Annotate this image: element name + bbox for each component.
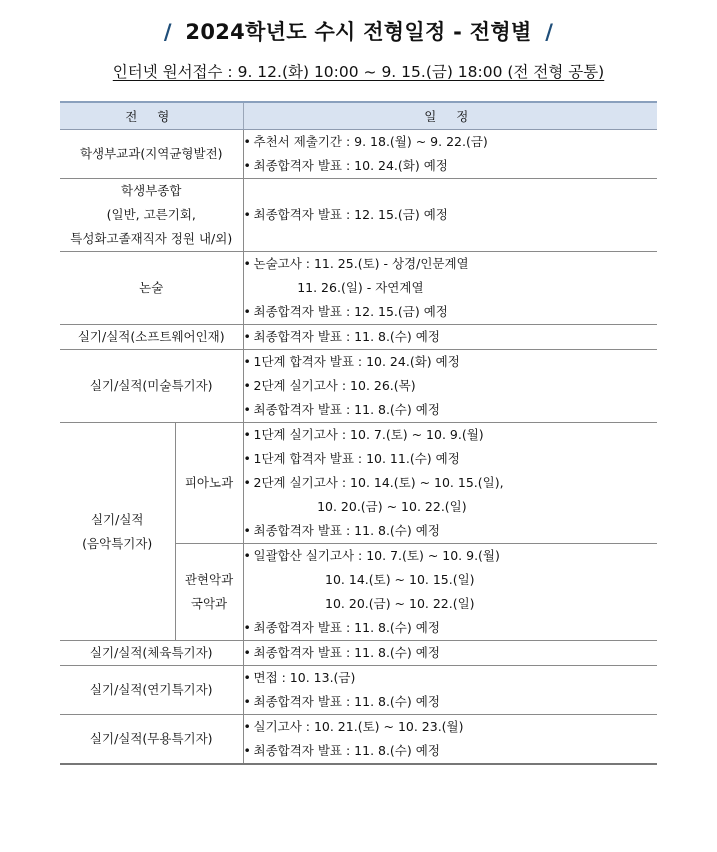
table-header-row [60,102,657,130]
table-row [60,130,657,179]
admission-type-line: 실기/실적(미술특기자) [89,378,213,393]
schedule-text: 면접 : 10. 13.(금) [253,670,356,685]
schedule-text: 최종합격자 발표 : 11. 8.(수) 예정 [253,743,440,758]
schedule-text: 실기고사 : 10. 21.(토) ~ 10. 23.(월) [253,719,464,734]
bullet-icon: • [243,378,251,393]
schedule-table-body [60,130,657,765]
schedule-text: 10. 14.(토) ~ 10. 15.(일) [253,572,475,587]
bullet-icon: • [243,475,251,490]
admission-type-line: 실기/실적(소프트웨어인재) [77,329,225,344]
bullet-icon: • [243,670,251,685]
table-row [60,423,657,544]
schedule-text: 1단계 실기고사 : 10. 7.(토) ~ 10. 9.(월) [253,427,484,442]
bullet-icon: • [243,427,251,442]
schedule-text: 추천서 제출기간 : 9. 18.(월) ~ 9. 22.(금) [253,134,488,149]
schedule-cell [243,179,657,252]
schedule-text: 최종합격자 발표 : 11. 8.(수) 예정 [253,645,440,660]
header-admission-type: 전 형 [60,102,243,130]
admission-type-cell [60,350,243,423]
schedule-line [244,350,658,374]
schedule-cell [243,325,657,350]
schedule-line [244,544,658,568]
schedule-cell [243,423,657,544]
table-row [60,715,657,765]
table-row [60,641,657,666]
schedule-line [244,203,658,227]
schedule-cell [243,641,657,666]
table-row [60,252,657,325]
table-row [60,666,657,715]
schedule-line [244,616,658,640]
schedule-line [244,130,658,154]
bullet-icon: • [243,719,251,734]
bullet-icon: • [243,329,251,344]
admission-type-line: 논술 [139,280,164,295]
schedule-table [60,101,657,765]
schedule-line [244,276,658,300]
schedule-line [244,471,658,495]
admission-type-line: 실기/실적(연기특기자) [89,682,213,697]
page-title [0,16,717,46]
schedule-text: 최종합격자 발표 : 10. 24.(화) 예정 [253,158,448,173]
schedule-line [244,398,658,422]
bullet-icon: • [243,354,251,369]
schedule-text: 10. 20.(금) ~ 10. 22.(일) [253,596,475,611]
bullet-icon: • [243,402,251,417]
bullet-icon: • [243,207,251,222]
schedule-line [244,641,658,665]
schedule-line [244,154,658,178]
schedule-text: 논술고사 : 11. 25.(토) - 상경/인문계열 [253,256,469,271]
schedule-text: 최종합격자 발표 : 11. 8.(수) 예정 [253,620,440,635]
bullet-icon: • [243,256,251,271]
title-slash-left: / [163,20,172,44]
schedule-cell [243,252,657,325]
schedule-line [244,447,658,471]
schedule-text: 11. 26.(일) - 자연계열 [253,280,424,295]
schedule-text: 최종합격자 발표 : 12. 15.(금) 예정 [253,304,448,319]
schedule-line [244,325,658,349]
schedule-cell [243,544,657,641]
table-row [60,179,657,252]
admission-type-cell [60,130,243,179]
department-cell [175,423,243,544]
bullet-icon: • [243,620,251,635]
admission-type-cell [60,179,243,252]
bullet-icon: • [243,743,251,758]
department-line: 피아노과 [184,475,234,490]
department-cell [175,544,243,641]
admission-type-line: (음악특기자) [82,535,153,551]
bullet-icon: • [243,694,251,709]
schedule-cell [243,350,657,423]
admission-type-cell [60,666,243,715]
bullet-icon: • [243,645,251,660]
schedule-line [244,715,658,739]
bullet-icon: • [243,523,251,538]
schedule-text: 2단계 실기고사 : 10. 14.(토) ~ 10. 15.(일), [253,475,504,490]
schedule-cell [243,130,657,179]
schedule-text: 최종합격자 발표 : 11. 8.(수) 예정 [253,694,440,709]
schedule-line [244,739,658,763]
schedule-text: 1단계 합격자 발표 : 10. 11.(수) 예정 [253,451,460,466]
subtitle-application-period: 인터넷 원서접수 : 9. 12.(화) 10:00 ~ 9. 15.(금) 18:00 (전 전형 공통) [112,63,605,81]
admission-type-cell [60,641,243,666]
admission-type-line: 학생부교과(지역균형발전) [79,146,223,161]
table-row [60,325,657,350]
admission-type-line: 실기/실적(체육특기자) [89,645,213,660]
schedule-text: 최종합격자 발표 : 11. 8.(수) 예정 [253,523,440,538]
title-text: 2024학년도 수시 전형일정 - 전형별 [185,20,532,44]
admission-type-line: 특성화고졸재직자 정원 내/외) [70,231,233,246]
schedule-cell [243,666,657,715]
admission-type-line: 실기/실적 [90,511,144,527]
schedule-text: 일괄합산 실기고사 : 10. 7.(토) ~ 10. 9.(월) [253,548,500,563]
schedule-line [244,666,658,690]
schedule-text: 1단계 합격자 발표 : 10. 24.(화) 예정 [253,354,460,369]
bullet-icon: • [243,451,251,466]
schedule-text: 최종합격자 발표 : 11. 8.(수) 예정 [253,329,440,344]
admission-type-cell [60,325,243,350]
schedule-line [244,568,658,592]
schedule-cell [243,715,657,765]
schedule-line [244,592,658,616]
bullet-icon: • [243,134,251,149]
schedule-line [244,374,658,398]
admission-type-line: 학생부종합 [121,183,182,198]
admission-type-cell [60,252,243,325]
title-slash-right: / [545,20,554,44]
department-line: 국악과 [190,596,228,611]
department-line: 관현악과 [184,572,234,587]
schedule-line [244,495,658,519]
admission-type-cell [60,423,175,641]
admission-type-cell [60,715,243,765]
schedule-text: 최종합격자 발표 : 12. 15.(금) 예정 [253,207,448,222]
admission-type-line: (일반, 고른기회, [106,207,196,222]
bullet-icon: • [243,304,251,319]
header-schedule: 일 정 [243,102,657,130]
schedule-text: 최종합격자 발표 : 11. 8.(수) 예정 [253,402,440,417]
schedule-text: 2단계 실기고사 : 10. 26.(목) [253,378,416,393]
admission-type-line: 실기/실적(무용특기자) [89,731,213,746]
schedule-line [244,252,658,276]
bullet-icon: • [243,548,251,563]
schedule-line [244,300,658,324]
table-row [60,350,657,423]
bullet-icon: • [243,158,251,173]
schedule-line [244,690,658,714]
schedule-line [244,423,658,447]
schedule-line [244,519,658,543]
schedule-text: 10. 20.(금) ~ 10. 22.(일) [253,499,467,514]
